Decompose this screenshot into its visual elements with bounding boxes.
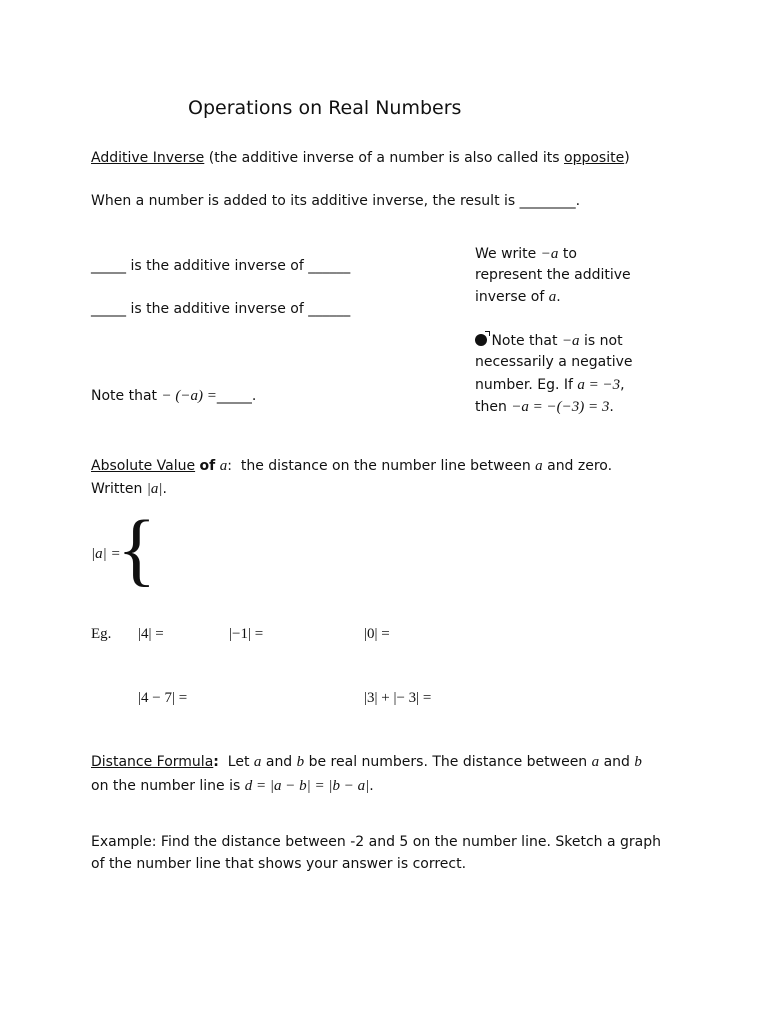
sidebar-line-2: represent the additive bbox=[475, 267, 631, 283]
colon: : bbox=[213, 754, 219, 770]
variable-a: a bbox=[535, 458, 543, 474]
variable-a: a bbox=[591, 754, 600, 770]
sidebar-text: inverse of bbox=[475, 289, 545, 305]
additive-inverse-desc: (the additive inverse of a number is also called its bbox=[208, 150, 560, 166]
variable-a: a bbox=[219, 458, 228, 474]
distance-text: Let bbox=[227, 754, 250, 770]
example-abs-3-plus-neg3: |3| + |− 3| = bbox=[364, 690, 432, 706]
absolute-written bbox=[91, 480, 167, 498]
absolute-desc: the distance on the number line between bbox=[240, 458, 531, 474]
sidebar-line-3 bbox=[475, 288, 561, 306]
absolute-value-heading: Absolute Value bbox=[91, 458, 196, 474]
written-dot: . bbox=[162, 481, 167, 497]
sidebar-text: We write bbox=[475, 246, 537, 262]
written-label: Written bbox=[91, 481, 143, 497]
absolute-desc: and zero. bbox=[547, 458, 613, 474]
distance-text: be real numbers. The distance between bbox=[308, 754, 588, 770]
sidebar-note-line-4 bbox=[475, 398, 614, 416]
sidebar-text: . bbox=[556, 289, 561, 305]
piecewise-brace: { bbox=[117, 503, 157, 594]
distance-text: . bbox=[369, 778, 374, 794]
sidebar-text: , bbox=[620, 377, 625, 393]
note-blank: _____. bbox=[216, 388, 257, 404]
distance-text: on the number line is bbox=[91, 778, 241, 794]
sidebar-text: . bbox=[609, 399, 614, 415]
variable-a: a bbox=[253, 754, 262, 770]
page-title: Operations on Real Numbers bbox=[188, 97, 462, 119]
bomb-icon bbox=[475, 334, 487, 346]
example-abs-neg1: |−1| = bbox=[229, 626, 264, 642]
colon: : bbox=[227, 458, 232, 474]
eg-label: Eg. bbox=[91, 626, 112, 642]
sidebar-math: −a = −(−3) = 3 bbox=[511, 399, 610, 415]
sidebar-math: a = −3 bbox=[577, 377, 621, 393]
distance-formula-heading: Distance Formula bbox=[91, 754, 214, 770]
opposite-term: opposite bbox=[564, 150, 625, 166]
example-abs-4-minus-7: |4 − 7| = bbox=[138, 690, 188, 706]
additive-inverse-sentence: When a number is added to its additive inverse, the result is ________. bbox=[91, 193, 581, 209]
sidebar-text: is not bbox=[584, 333, 623, 349]
note-label: Note that bbox=[91, 388, 158, 404]
sidebar-text: to bbox=[562, 246, 577, 262]
distance-text: and bbox=[265, 754, 293, 770]
written-math: |a| bbox=[146, 481, 163, 497]
double-negative-note bbox=[91, 387, 256, 405]
sidebar-text: then bbox=[475, 399, 507, 415]
sidebar-text: Note that bbox=[491, 333, 558, 349]
sidebar-math: −a bbox=[540, 246, 559, 262]
additive-inverse-heading: Additive Inverse bbox=[91, 150, 205, 166]
of-word: of bbox=[199, 458, 216, 474]
note-math: − (−a) = bbox=[161, 388, 217, 404]
sidebar-note-line-1 bbox=[475, 332, 623, 350]
example-line-1: Example: Find the distance between -2 and 5 on the number line. Sketch a graph bbox=[91, 834, 661, 850]
sidebar-math: −a bbox=[561, 333, 580, 349]
example-abs-4: |4| = bbox=[138, 626, 164, 642]
paren-close: ) bbox=[624, 150, 630, 166]
distance-formula-line-1 bbox=[91, 753, 642, 771]
variable-b: b bbox=[634, 754, 642, 770]
example-abs-0: |0| = bbox=[364, 626, 390, 642]
example-line-2: of the number line that shows your answer is correct. bbox=[91, 856, 467, 872]
fill-in-line-2: _____ is the additive inverse of ______ bbox=[91, 301, 351, 317]
distance-text: and bbox=[603, 754, 630, 770]
sidebar-text: number. Eg. If bbox=[475, 377, 573, 393]
sidebar-math: a bbox=[548, 289, 557, 305]
distance-formula-line-2 bbox=[91, 777, 374, 795]
sidebar-note-line-3 bbox=[475, 376, 625, 394]
additive-inverse-definition bbox=[91, 150, 630, 167]
fill-in-line-1: _____ is the additive inverse of ______ bbox=[91, 258, 351, 274]
distance-formula-math: d = |a − b| = |b − a| bbox=[244, 778, 370, 794]
variable-b: b bbox=[296, 754, 305, 770]
absolute-value-definition bbox=[91, 457, 612, 475]
sidebar-line-1 bbox=[475, 245, 577, 263]
sidebar-note-line-2: necessarily a negative bbox=[475, 354, 633, 370]
absolute-def-math: |a| = bbox=[91, 546, 121, 562]
